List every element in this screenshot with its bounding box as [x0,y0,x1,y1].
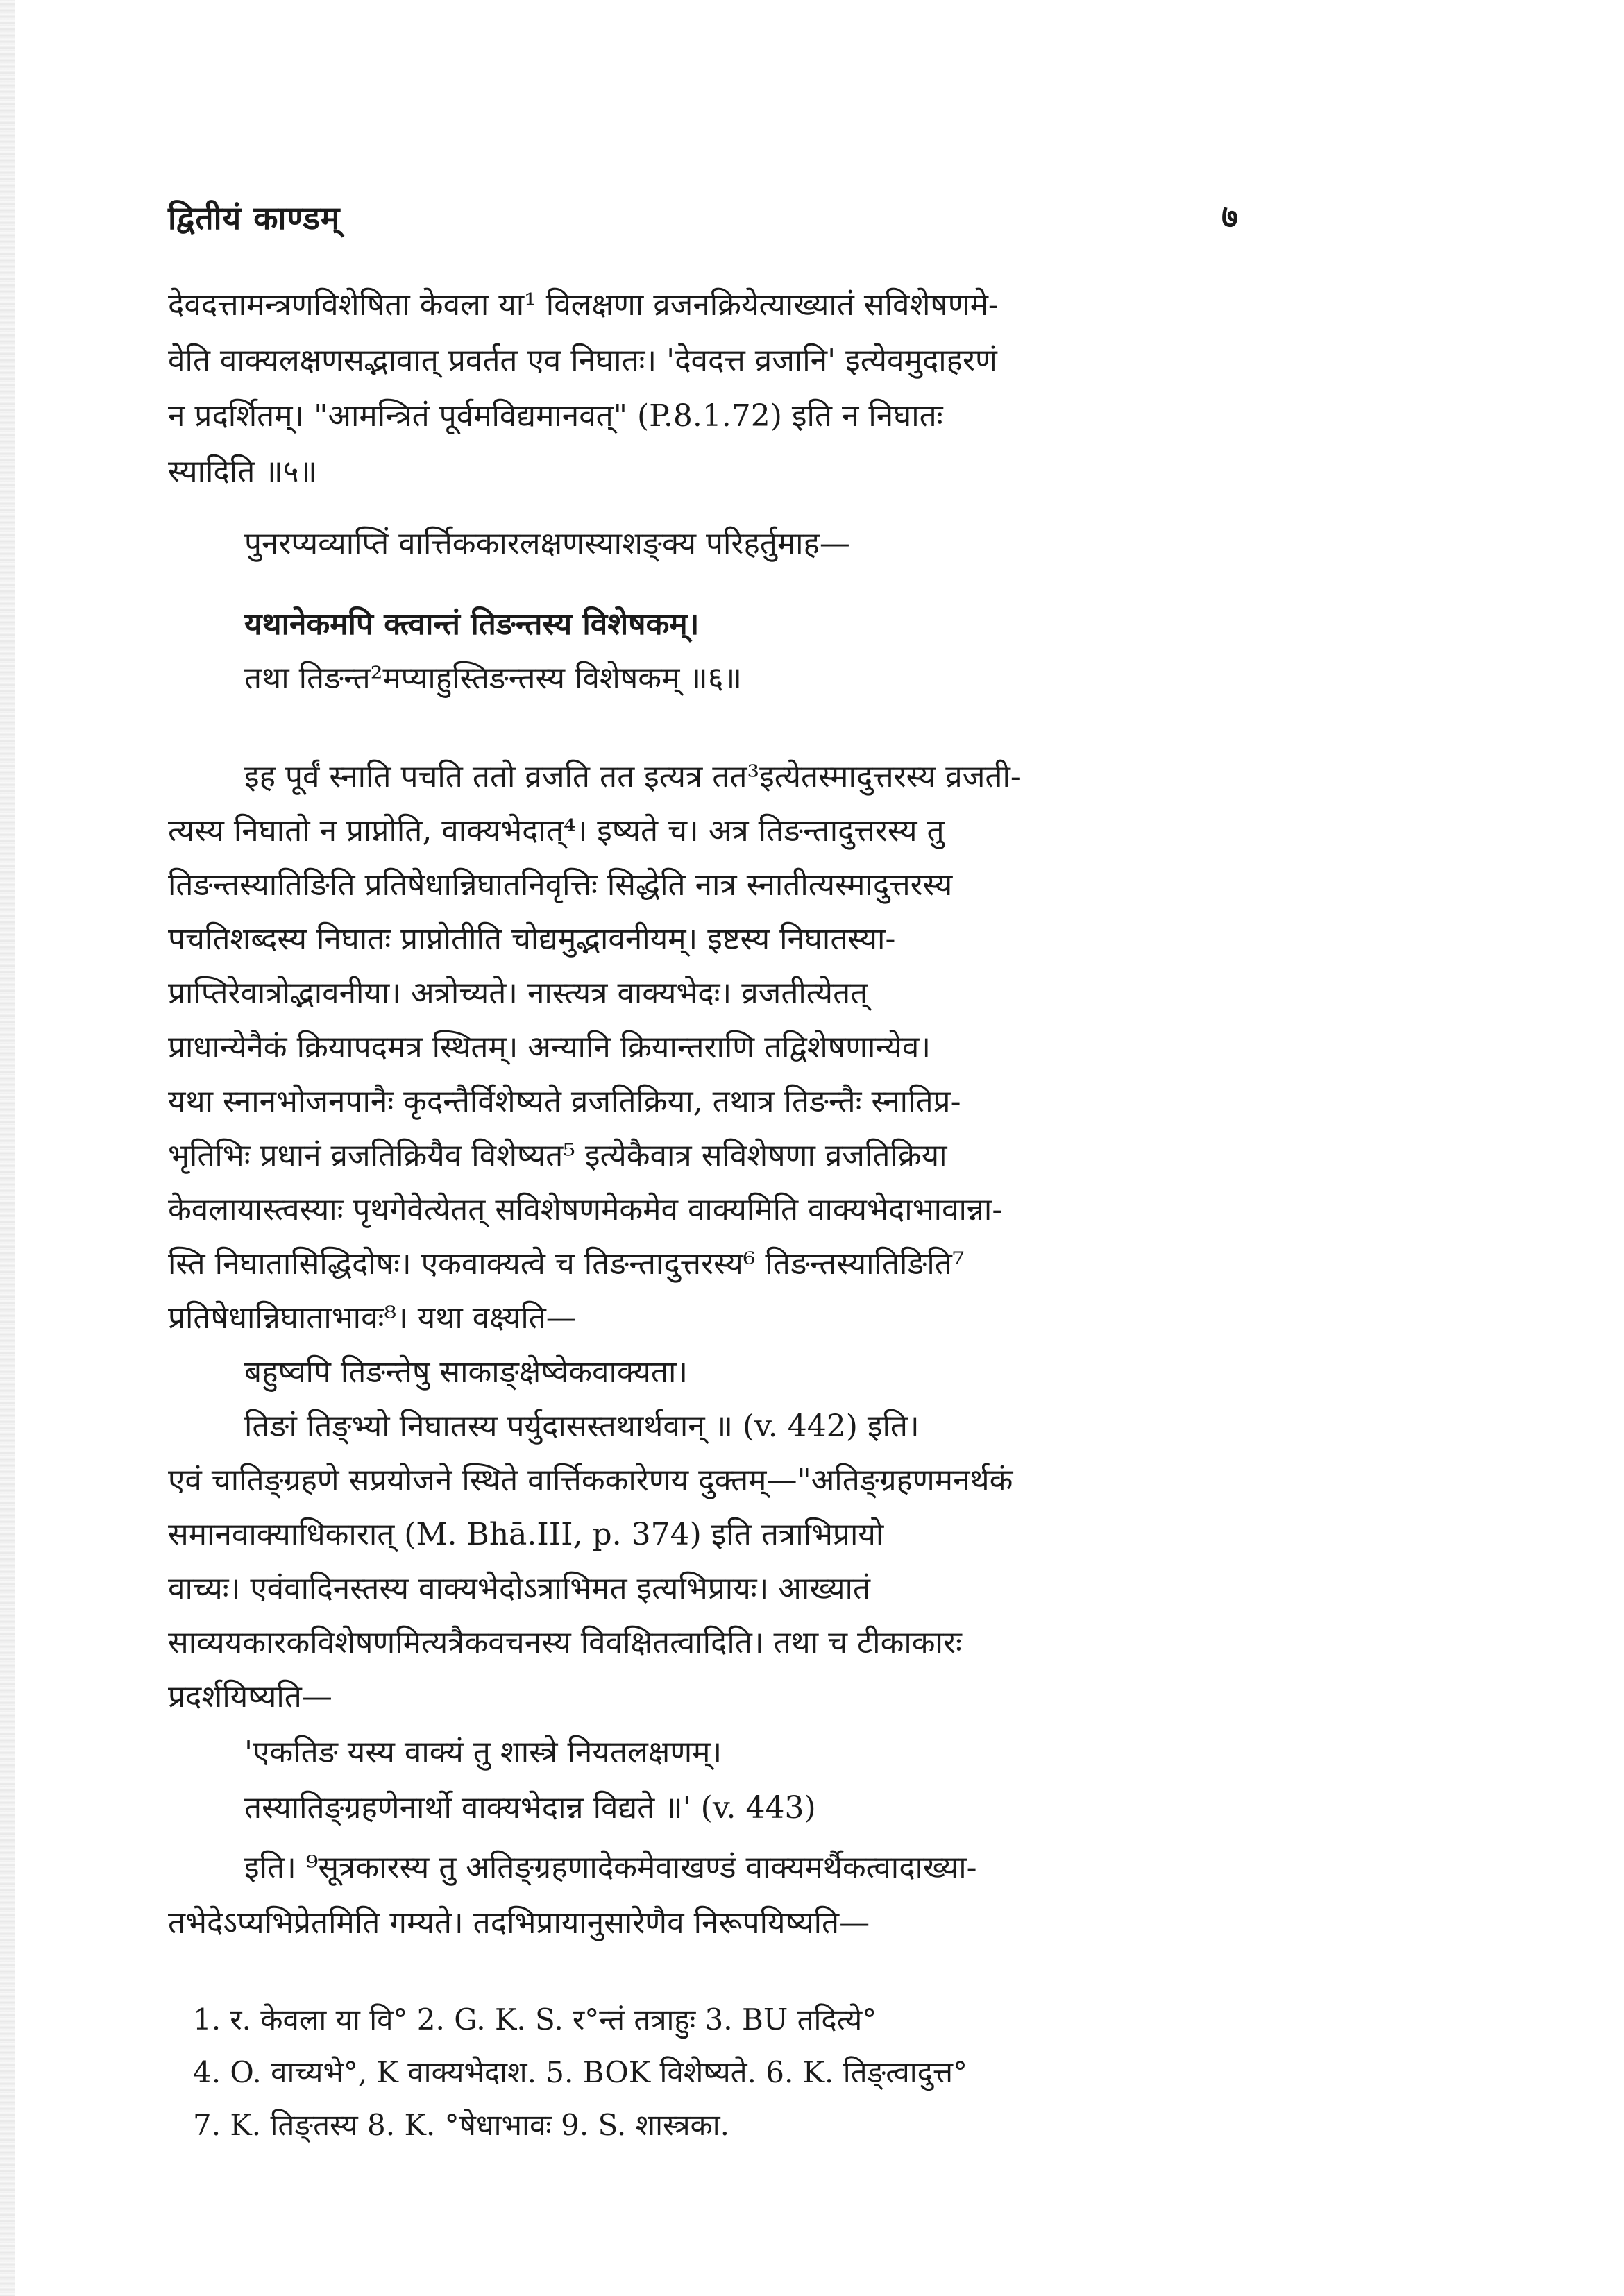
footnote-line-3: 7. K. तिङ्‌तस्य 8. K. °षेधाभावः 9. S. शास्त्रका. [193,2108,729,2142]
para2-line-4: पचतिशब्दस्य निघातः प्राप्नोतीति चोद्यमुद्भावनीयम्। इष्टस्य निघातस्या- [168,921,896,957]
page-number: ७ [1221,198,1238,235]
scan-edge-shadow [0,0,15,2296]
para2-line-10: स्ति निघातासिद्धिदोषः। एकवाक्यत्वे च तिङन्तादुत्तरस्य⁶ तिङन्तस्यातिङिति⁷ [168,1246,965,1282]
para1-line-2: वेति वाक्यलक्षणसद्भावात् प्रवर्तत एव निघातः। 'देवदत्त व्रजानि' इत्येवमुदाहरणं [168,343,997,378]
para1-line-4: स्यादिति ॥५॥ [168,454,317,489]
para3-line-2: समानवाक्याधिकारात् (M. Bhā.III, p. 374) इति तत्राभिप्रायो [168,1517,884,1552]
quote2-line-1: 'एकतिङ यस्य वाक्यं तु शास्त्रे नियतलक्षणम्। [244,1735,722,1770]
para2-line-7: यथा स्नानभोजनपानैः कृदन्तैर्विशेष्यते व्रजतिक्रिया, तथात्र तिङन्तैः स्नातिप्र- [168,1084,961,1119]
para1-line-3: न प्रदर्शितम्। "आमन्त्रितं पूर्वमविद्यमानवत्" (P.8.1.72) इति न निघातः [168,398,943,434]
para2-line-8: भृतिभिः प्रधानं व्रजतिक्रियैव विशेष्यत⁵ इत्येकैवात्र सविशेषणा व्रजतिक्रिया [168,1138,947,1173]
para2-line-9: केवलायास्त्वस्याः पृथगेवेत्येतत् सविशेषणमेकमेव वाक्यमिति वाक्यभेदाभावान्ना- [168,1192,1003,1227]
quote2-line-2: तस्यातिङ्ग्रहणेनार्थो वाक्यभेदान्न विद्यते ॥' (v. 443) [244,1790,816,1826]
para2-line-5: प्राप्तिरेवात्रोद्भावनीया। अत्रोच्यते। नास्त्यत्र वाक्यभेदः। व्रजतीत्येतत् [168,976,868,1011]
para3-line-3: वाच्यः। एवंवादिनस्तस्य वाक्यभेदोऽत्राभिमत इत्यभिप्रायः। आख्यातं [168,1571,870,1606]
running-header-title: द्वितीयं काण्डम् [168,199,341,237]
para1-line-1: देवदत्तामन्त्रणविशेषिता केवला या¹ विलक्षणा व्रजनक्रियेत्याख्यातं सविशेषणमे- [168,287,999,323]
verse6-line-1: यथानेकमपि क्त्वान्तं तिङन्तस्य विशेषकम्। [244,606,700,642]
footnote-line-2: 4. O. वाच्यभे°, K वाक्यभेदाश. 5. BOK विशेष्यते. 6. K. तिङ्‌त्वादुत्त° [193,2055,967,2089]
quote1-line-1: बहुष्वपि तिङन्तेषु साकाङ्क्षेष्वेकवाक्यता। [244,1354,688,1390]
para2-line-6: प्राधान्येनैकं क्रियापदमत्र स्थितम्। अन्यानि क्रियान्तराणि तद्विशेषणान्येव। [168,1030,931,1065]
para2-line-3: तिङन्तस्यातिङिति प्रतिषेधान्निघातनिवृत्तिः सिद्धेति नात्र स्नातीत्यस्मादुत्तरस्य [168,867,953,903]
para2-line-2: त्यस्य निघातो न प्राप्नोति, वाक्यभेदात्⁴। इष्यते च। अत्र तिङन्तादुत्तरस्य तु [168,813,945,849]
para2-line-1: इह पूर्वं स्नाति पचति ततो व्रजति तत इत्यत्र तत³इत्येतस्मादुत्तरस्य व्रजती- [244,759,1021,794]
para3-line-4: साव्ययकारकविशेषणमित्यत्रैकवचनस्य विवक्षितत्वादिति। तथा च टीकाकारः [168,1625,962,1660]
para3-line-1: एवं चातिङ्ग्रहणे सप्रयोजने स्थिते वार्त्तिककारेणय दुक्तम्—"अतिङ्ग्रहणमनर्थकं [168,1463,1013,1498]
para2-line-11: प्रतिषेधान्निघाताभावः⁸। यथा वक्ष्यति— [168,1300,577,1336]
quote1-line-2: तिङां तिङ्भ्यो निघातस्य पर्युदासस्तथार्थवान् ॥ (v. 442) इति। [244,1409,920,1444]
intro-line: पुनरप्यव्याप्तिं वार्त्तिककारलक्षणस्याशङ्क्य परिहर्तुमाह— [244,526,850,561]
verse6-line-2: तथा तिङन्त²मप्याहुस्तिङन्तस्य विशेषकम् ॥६॥ [244,661,742,696]
para4-line-1: इति। ⁹सूत्रकारस्य तु अतिङ्ग्रहणादेकमेवाखण्डं वाक्यमर्थैकत्वादाख्या- [244,1850,977,1885]
footnote-line-1: 1. र. केवला या वि° 2. G. K. S. र°न्तं तत्राहुः 3. BU तदित्ये° [193,2002,877,2036]
para4-line-2: तभेदेऽप्यभिप्रेतमिति गम्यते। तदभिप्रायानुसारेणैव निरूपयिष्यति— [168,1905,870,1941]
para3-line-5: प्रदर्शयिष्यति— [168,1679,332,1715]
